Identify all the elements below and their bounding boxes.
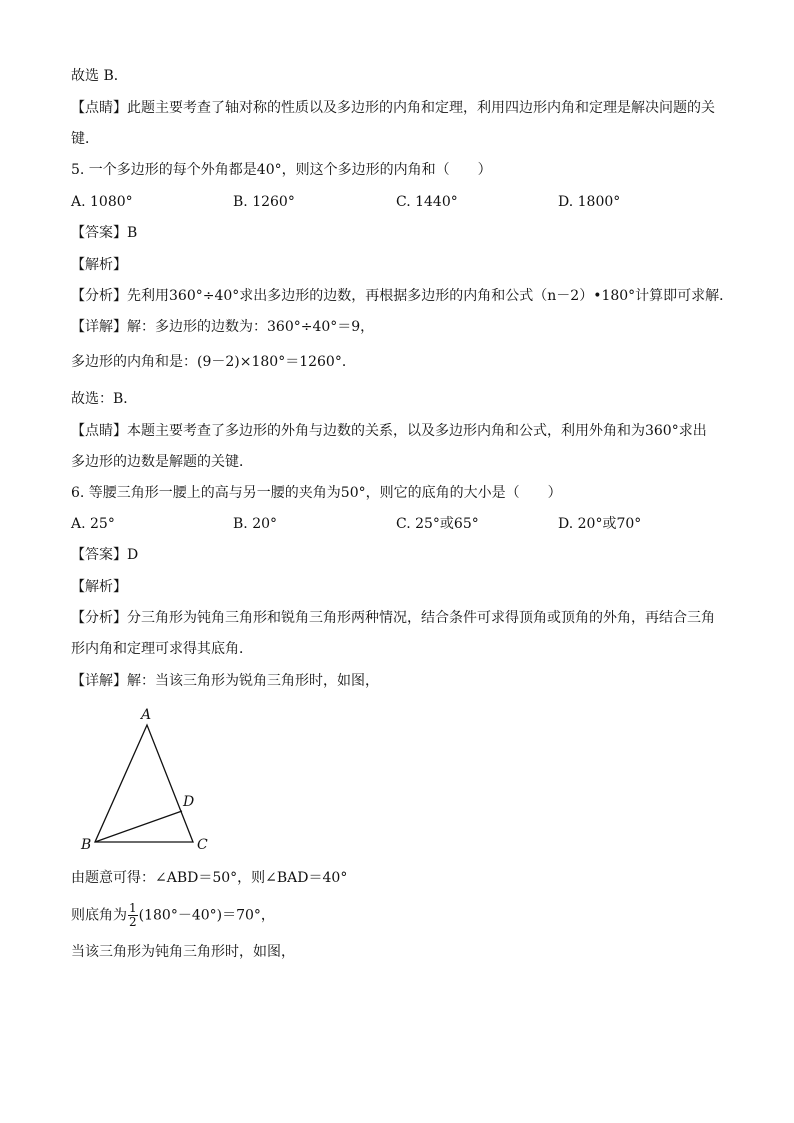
- fraction-denominator: 2: [129, 915, 137, 929]
- q5-detail-calc: 多边形的内角和是：(9－2)×180°＝1260°．: [71, 354, 356, 370]
- q6-analysis: 【分析】分三角形为钝角三角形和锐角三角形两种情况，结合条件可求得顶角或顶角的外角，再结合三角: [71, 610, 715, 626]
- vertex-label-d: D: [183, 794, 195, 810]
- conclusion-text: 故选 B．: [71, 68, 128, 84]
- q6-obtuse-case: 当该三角形为钝角三角形时，如图，: [71, 944, 295, 960]
- fraction-one-half: [128, 902, 138, 929]
- question-6-stem: 6. 等腰三角形一腰上的高与另一腰的夹角为50°，则它的底角的大小是（ ）: [71, 485, 562, 501]
- q5-analysis: 【分析】先利用360°÷40°求出多边形的边数，再根据多边形的内角和公式（n－2）•180°计算即可求解．: [71, 288, 734, 304]
- q6-base-angle-calc: [71, 902, 275, 929]
- triangle-figure: [78, 704, 228, 854]
- q6-analysis-cont: 形内角和定理可求得其底角．: [71, 641, 253, 657]
- question-5-stem: 5. 一个多边形的每个外角都是40°，则这个多边形的内角和（ ）: [71, 162, 492, 178]
- q5-comment-cont: 多边形的边数是解题的关键．: [71, 454, 253, 470]
- q5-conclusion: 故选：B．: [71, 391, 138, 407]
- calc-prefix: 则底角为: [71, 907, 127, 924]
- fraction-numerator: 1: [129, 901, 137, 915]
- vertex-label-b: B: [81, 837, 92, 853]
- q5-analysis-heading: 【解析】: [71, 257, 127, 273]
- q6-option-b: B. 20°: [233, 516, 278, 532]
- q6-analysis-heading: 【解析】: [71, 579, 127, 595]
- comment-text-cont: 键．: [71, 131, 99, 147]
- vertex-label-c: C: [197, 837, 208, 853]
- vertex-label-a: A: [141, 707, 152, 723]
- q6-detail-angles: 由题意可得：∠ABD＝50°，则∠BAD＝40°: [71, 870, 348, 886]
- q5-detail: 【详解】解：多边形的边数为：360°÷40°＝9，: [71, 319, 375, 335]
- q5-option-c: C. 1440°: [396, 194, 458, 210]
- q6-answer: 【答案】D: [71, 547, 139, 563]
- q6-option-d: D. 20°或70°: [558, 516, 642, 532]
- q5-option-a: A. 1080°: [71, 194, 133, 210]
- q6-option-a: A. 25°: [71, 516, 115, 532]
- calc-expression: (180°－40°)＝70°，: [138, 907, 275, 924]
- q6-option-c: C. 25°或65°: [396, 516, 479, 532]
- q5-answer: 【答案】B: [71, 225, 138, 241]
- q5-option-d: D. 1800°: [558, 194, 621, 210]
- q6-detail: 【详解】解：当该三角形为锐角三角形时，如图，: [71, 673, 379, 689]
- comment-text: 【点睛】此题主要考查了轴对称的性质以及多边形的内角和定理，利用四边形内角和定理是解决问题的关: [71, 100, 715, 116]
- q5-option-b: B. 1260°: [233, 194, 295, 210]
- q5-comment: 【点睛】本题主要考查了多边形的外角与边数的关系，以及多边形内角和公式，利用外角和为360°求出: [71, 423, 707, 439]
- segment-bd: [95, 811, 182, 842]
